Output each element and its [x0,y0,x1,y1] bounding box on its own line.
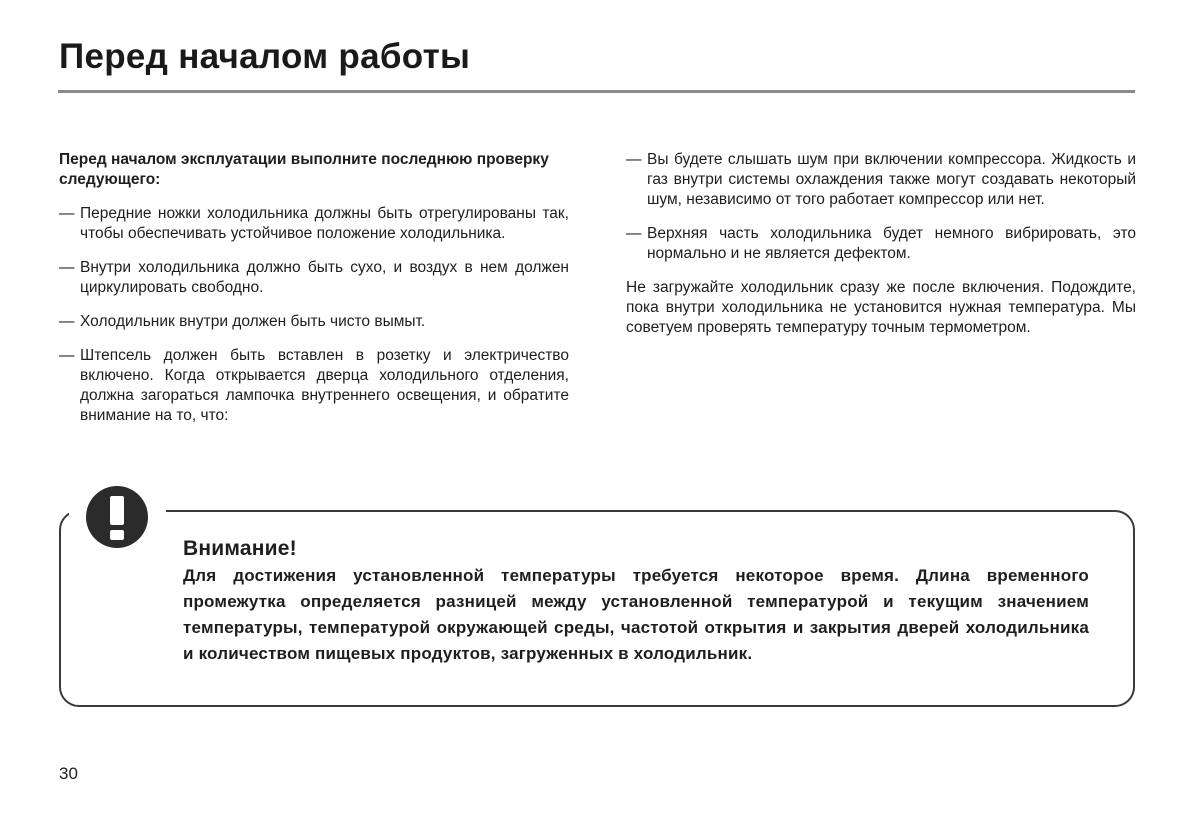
dash-marker: — [59,313,75,330]
list-item-text: Штепсель должен быть вставлен в розетку и электричество включено. Когда открывается дверца холодильного отделения, должна загораться лампочка внутреннего освещения, и обратите внимание на то, что: [80,347,569,424]
list-item-text: Холодильник внутри должен быть чисто вымыт. [80,313,426,330]
list-item [626,150,1136,210]
left-column [59,150,569,440]
intro-heading: Перед началом эксплуатации выполните последнюю проверку следующего: [59,151,549,188]
dash-marker: — [626,225,642,242]
page-title: Перед началом работы [59,37,471,76]
list-item [59,346,569,426]
warning-title: Внимание! [183,537,297,560]
body-paragraph: Не загружайте холодильник сразу же после включения. Подождите, пока внутри холодильника не установится нужная температура. Мы советуем проверять температуру точным термометром. [626,279,1136,336]
dash-marker: — [59,259,75,276]
list-item-text: Передние ножки холодильника должны быть отрегулированы так, чтобы обеспечивать устойчивое положение холодильника. [80,205,569,242]
list-item-text: Вы будете слышать шум при включении компрессора. Жидкость и газ внутри системы охлаждения также могут создавать некоторый шум, независимо от того работает компрессор или нет. [647,151,1136,208]
warning-text: Для достижения установленной температуры требуется некоторое время. Длина временного промежутка определяется разницей между установленной температурой и текущим значением температуры, температурой окружающей среды, частотой открытия и закрытия дверей холодильника и количеством пищевых продуктов, загруженных в холодильник. [183,566,1089,663]
title-divider [58,90,1135,93]
page-number: 30 [59,764,78,783]
list-item-text: Верхняя часть холодильника будет немного вибрировать, это нормально и не является дефектом. [647,225,1136,262]
list-item-text: Внутри холодильника должно быть сухо, и воздух в нем должен циркулировать свободно. [80,259,569,296]
dash-marker: — [59,347,75,364]
right-column [626,150,1136,338]
dash-marker: — [626,151,642,168]
exclamation-icon [86,486,148,548]
list-item [626,224,1136,264]
list-item [59,258,569,298]
list-item [59,312,569,332]
list-item [59,204,569,244]
dash-marker: — [59,205,75,222]
